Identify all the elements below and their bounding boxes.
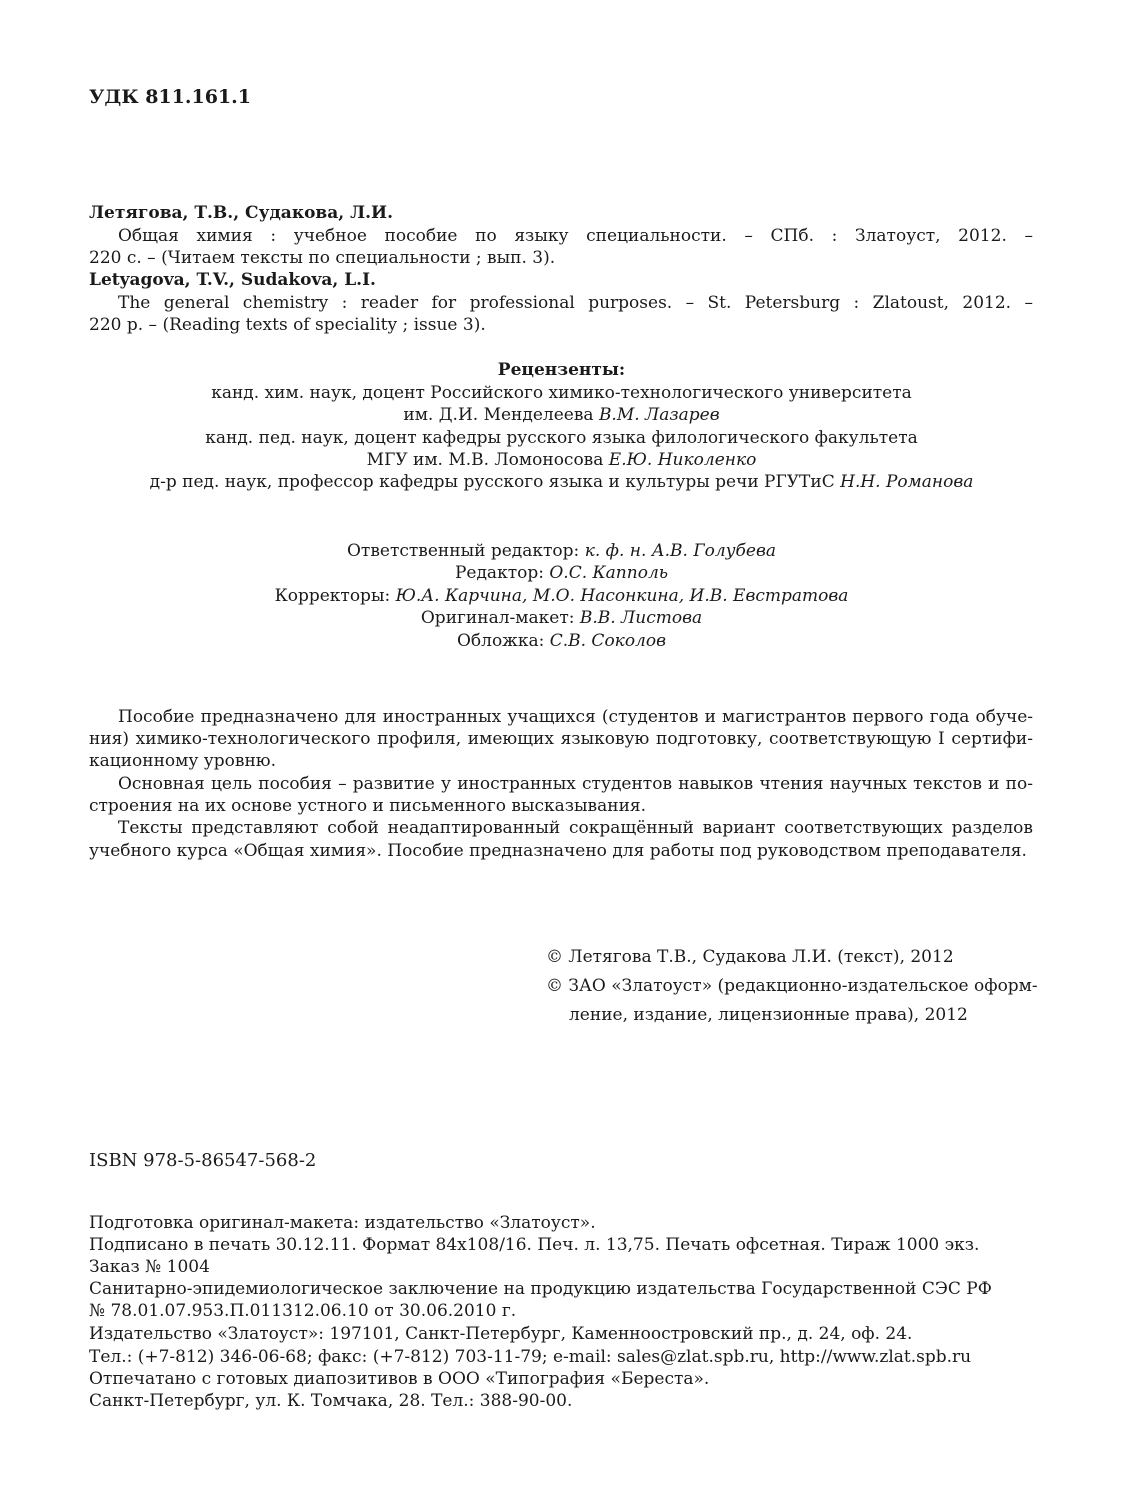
ru-description-line1: Общая химия : учебное пособие по языку специальности. – СПб. : Златоуст, 2012. – bbox=[118, 226, 1033, 246]
abstract-line: Тексты представляют собой неадаптированный сокращённый вариант соответствующих разделов bbox=[118, 818, 1033, 838]
udk-code: УДК 811.161.1 bbox=[89, 86, 251, 108]
en-description-line2: 220 p. – (Reading texts of speciality ; issue 3). bbox=[89, 315, 486, 335]
imprint-line: Издательство «Златоуст»: 197101, Санкт-Петербург, Каменноостровский пр., д. 24, оф. 24. bbox=[89, 1324, 913, 1344]
abstract-line: кационному уровню. bbox=[89, 751, 277, 771]
reviewer-2-line2: МГУ им. М.В. Ломоносова Е.Ю. Николенко bbox=[366, 450, 757, 470]
cover-designer: Обложка: С.В. Соколов bbox=[456, 631, 667, 651]
en-description-line1: The general chemistry : reader for professional purposes. – St. Petersburg : Zlatoust, 2012. – bbox=[118, 293, 1033, 313]
editor: Редактор: О.С. Капполь bbox=[454, 563, 669, 583]
en-authors: Letyagova, T.V., Sudakova, L.I. bbox=[89, 270, 376, 290]
imprint-line: Санкт-Петербург, ул. К. Томчака, 28. Тел.: 388-90-00. bbox=[89, 1391, 573, 1411]
copyright-publisher: © ЗАО «Златоуст» (редакционно-издательское оформ- bbox=[546, 976, 1038, 996]
imprint-line: Санитарно-эпидемиологическое заключение на продукцию издательства Государственной СЭС РФ bbox=[89, 1279, 992, 1299]
reviewer-1-line1: канд. хим. наук, доцент Российского химико-технологического университета bbox=[211, 383, 912, 403]
ru-description-line2: 220 с. – (Читаем тексты по специальности ; вып. 3). bbox=[89, 248, 556, 268]
imprint-line: № 78.01.07.953.П.011312.06.10 от 30.06.2010 г. bbox=[89, 1301, 517, 1321]
responsible-editor: Ответственный редактор: к. ф. н. А.В. Голубева bbox=[347, 541, 776, 561]
imprint-line: Подготовка оригинал-макета: издательство «Златоуст». bbox=[89, 1213, 596, 1233]
copyright-authors: © Летягова Т.В., Судакова Л.И. (текст), 2012 bbox=[546, 947, 954, 967]
reviewers-heading: Рецензенты: bbox=[497, 360, 626, 380]
correctors: Корректоры: Ю.А. Карчина, М.О. Насонкина, И.В. Евстратова bbox=[274, 586, 849, 606]
copyright-publisher-cont: ление, издание, лицензионные права), 2012 bbox=[569, 1005, 968, 1025]
reviewer-3-line: д-р пед. наук, профессор кафедры русского языка и культуры речи РГУТиС Н.Н. Романова bbox=[149, 472, 974, 492]
abstract-line: ния) химико-технологического профиля, имеющих языковую подготовку, соответствующую I сертифи- bbox=[89, 729, 1033, 749]
imprint-line: Тел.: (+7-812) 346-06-68; факс: (+7-812) 703-11-79; e-mail: sales@zlat.spb.ru, http://www.zlat.spb.ru bbox=[89, 1347, 972, 1367]
reviewer-2-line1: канд. пед. наук, доцент кафедры русского языка филологического факультета bbox=[205, 428, 918, 448]
reviewer-1-line2: им. Д.И. Менделеева В.М. Лазарев bbox=[403, 405, 720, 425]
abstract-line: Основная цель пособия – развитие у иностранных студентов навыков чтения научных текстов и по- bbox=[118, 774, 1033, 794]
reviewer-3-name: Н.Н. Романова bbox=[840, 472, 974, 492]
reviewer-2-name: Е.Ю. Николенко bbox=[608, 450, 757, 470]
ru-authors: Летягова, Т.В., Судакова, Л.И. bbox=[89, 203, 394, 223]
imprint-line: Заказ № 1004 bbox=[89, 1257, 210, 1277]
imprint-line: Отпечатано с готовых диапозитивов в ООО «Типография «Береста». bbox=[89, 1369, 710, 1389]
imprint-line: Подписано в печать 30.12.11. Формат 84х108/16. Печ. л. 13,75. Печать офсетная. Тираж 1000 экз. bbox=[89, 1235, 980, 1255]
isbn: ISBN 978-5-86547-568-2 bbox=[89, 1150, 317, 1171]
abstract-line: Пособие предназначено для иностранных учащихся (студентов и магистрантов первого года обуче- bbox=[118, 707, 1033, 727]
layout-designer: Оригинал-макет: В.В. Листова bbox=[420, 608, 703, 628]
abstract-line: строения на их основе устного и письменного высказывания. bbox=[89, 796, 647, 816]
abstract-line: учебного курса «Общая химия». Пособие предназначено для работы под руководством преподавателя. bbox=[89, 841, 1027, 861]
reviewer-1-name: В.М. Лазарев bbox=[598, 405, 720, 425]
